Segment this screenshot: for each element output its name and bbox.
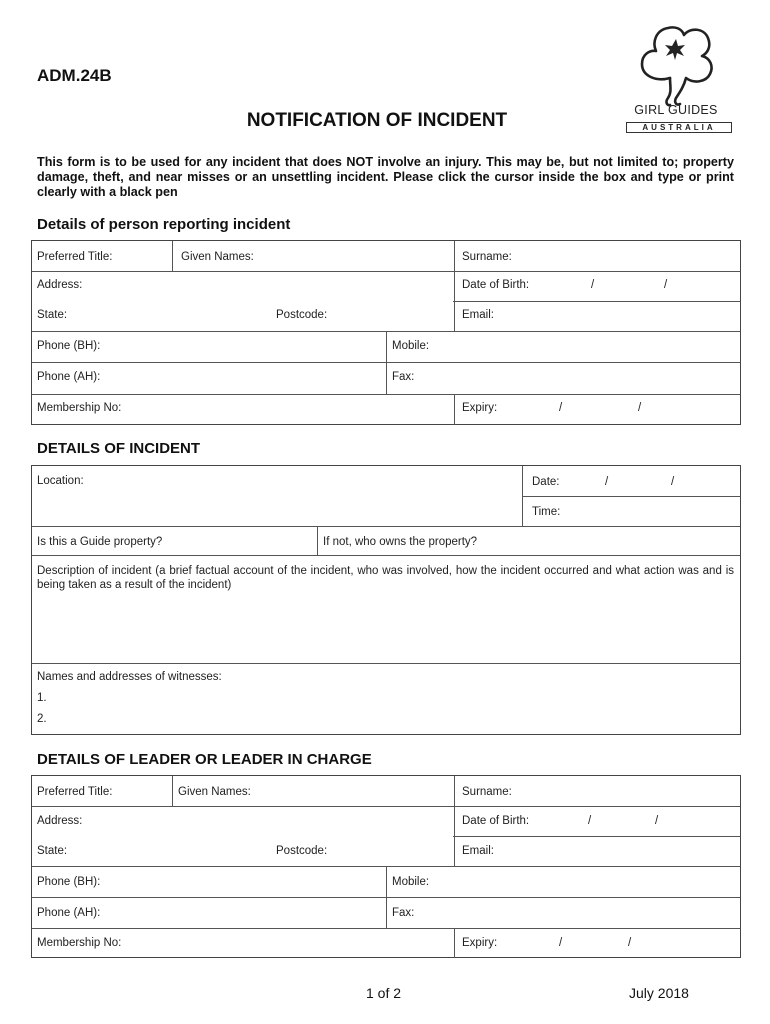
state-field[interactable]: State: — [37, 309, 68, 321]
leader-address-field[interactable]: Address: — [37, 815, 83, 827]
preferred-title-field[interactable]: Preferred Title: — [37, 251, 113, 263]
section-heading-incident: DETAILS OF INCIDENT — [37, 440, 201, 457]
mobile-field[interactable]: Mobile: — [392, 340, 430, 352]
logo-country: AUSTRALIA — [626, 122, 732, 133]
leader-phone-ah-field[interactable]: Phone (AH): — [37, 907, 101, 919]
leader-expiry-slash-2: / — [628, 937, 632, 949]
page-title: NOTIFICATION OF INCIDENT — [246, 110, 508, 131]
leader-mobile-field[interactable]: Mobile: — [392, 876, 430, 888]
incident-time-field[interactable]: Time: — [532, 506, 561, 518]
trefoil-outline-icon — [642, 27, 712, 104]
star-icon — [665, 39, 685, 60]
leader-table — [31, 775, 741, 958]
surname-field[interactable]: Surname: — [462, 251, 512, 263]
trefoil-logo — [610, 20, 740, 135]
intro-text: This form is to be used for any incident that does NOT involve an injury. This may be, but not limited to; property damage, theft, and near misses or an unsettling incident. Please click the cursor inside the box and type or print clearly with a black pen — [37, 155, 734, 199]
email-field[interactable]: Email: — [462, 309, 494, 321]
location-field[interactable]: Location: — [37, 475, 84, 487]
incident-date-field[interactable]: Date: — [532, 476, 560, 488]
property-owner-field[interactable]: If not, who owns the property? — [323, 536, 478, 548]
expiry-field[interactable]: Expiry: — [462, 402, 498, 414]
expiry-slash-1: / — [559, 402, 563, 414]
leader-state-field[interactable]: State: — [37, 845, 68, 857]
section-heading-leader: DETAILS OF LEADER OR LEADER IN CHARGE — [37, 751, 372, 768]
leader-postcode-field[interactable]: Postcode: — [276, 845, 328, 857]
description-field[interactable]: Description of incident (a brief factual account of the incident, who was involved, how the incident occurred and what action was and is being taken as a result of the incident) — [37, 565, 734, 591]
leader-dob-field[interactable]: Date of Birth: — [462, 815, 530, 827]
guide-property-field[interactable]: Is this a Guide property? — [37, 536, 163, 548]
page-number: 1 of 2 — [366, 985, 402, 1001]
leader-dob-slash-1: / — [588, 815, 592, 827]
postcode-field[interactable]: Postcode: — [276, 309, 328, 321]
witness-2-field[interactable]: 2. — [37, 713, 47, 725]
membership-field[interactable]: Membership No: — [37, 402, 122, 414]
leader-fax-field[interactable]: Fax: — [392, 907, 415, 919]
leader-given-names-field[interactable]: Given Names: — [178, 786, 251, 798]
leader-preferred-title-field[interactable]: Preferred Title: — [37, 786, 113, 798]
leader-phone-bh-field[interactable]: Phone (BH): — [37, 876, 101, 888]
witnesses-field[interactable]: Names and addresses of witnesses: — [37, 671, 222, 683]
fax-field[interactable]: Fax: — [392, 371, 415, 383]
leader-membership-field[interactable]: Membership No: — [37, 937, 122, 949]
dob-field[interactable]: Date of Birth: — [462, 279, 530, 291]
trefoil-stem-icon — [667, 78, 671, 105]
phone-ah-field[interactable]: Phone (AH): — [37, 371, 101, 383]
phone-bh-field[interactable]: Phone (BH): — [37, 340, 101, 352]
witness-1-field[interactable]: 1. — [37, 692, 47, 704]
form-code: ADM.24B — [37, 66, 112, 85]
leader-email-field[interactable]: Email: — [462, 845, 494, 857]
leader-expiry-field[interactable]: Expiry: — [462, 937, 498, 949]
reporter-table — [31, 240, 741, 425]
revision-date: July 2018 — [629, 985, 689, 1001]
leader-dob-slash-2: / — [655, 815, 659, 827]
leader-expiry-slash-1: / — [559, 937, 563, 949]
incident-date-slash-1: / — [605, 476, 609, 488]
expiry-slash-2: / — [638, 402, 642, 414]
leader-surname-field[interactable]: Surname: — [462, 786, 512, 798]
section-heading-reporter: Details of person reporting incident — [37, 216, 291, 233]
dob-slash-2: / — [664, 279, 668, 291]
incident-date-slash-2: / — [671, 476, 675, 488]
given-names-field[interactable]: Given Names: — [181, 251, 254, 263]
logo-name: GIRL GUIDES — [634, 103, 718, 117]
incident-table — [31, 465, 741, 735]
address-field[interactable]: Address: — [37, 279, 83, 291]
dob-slash-1: / — [591, 279, 595, 291]
